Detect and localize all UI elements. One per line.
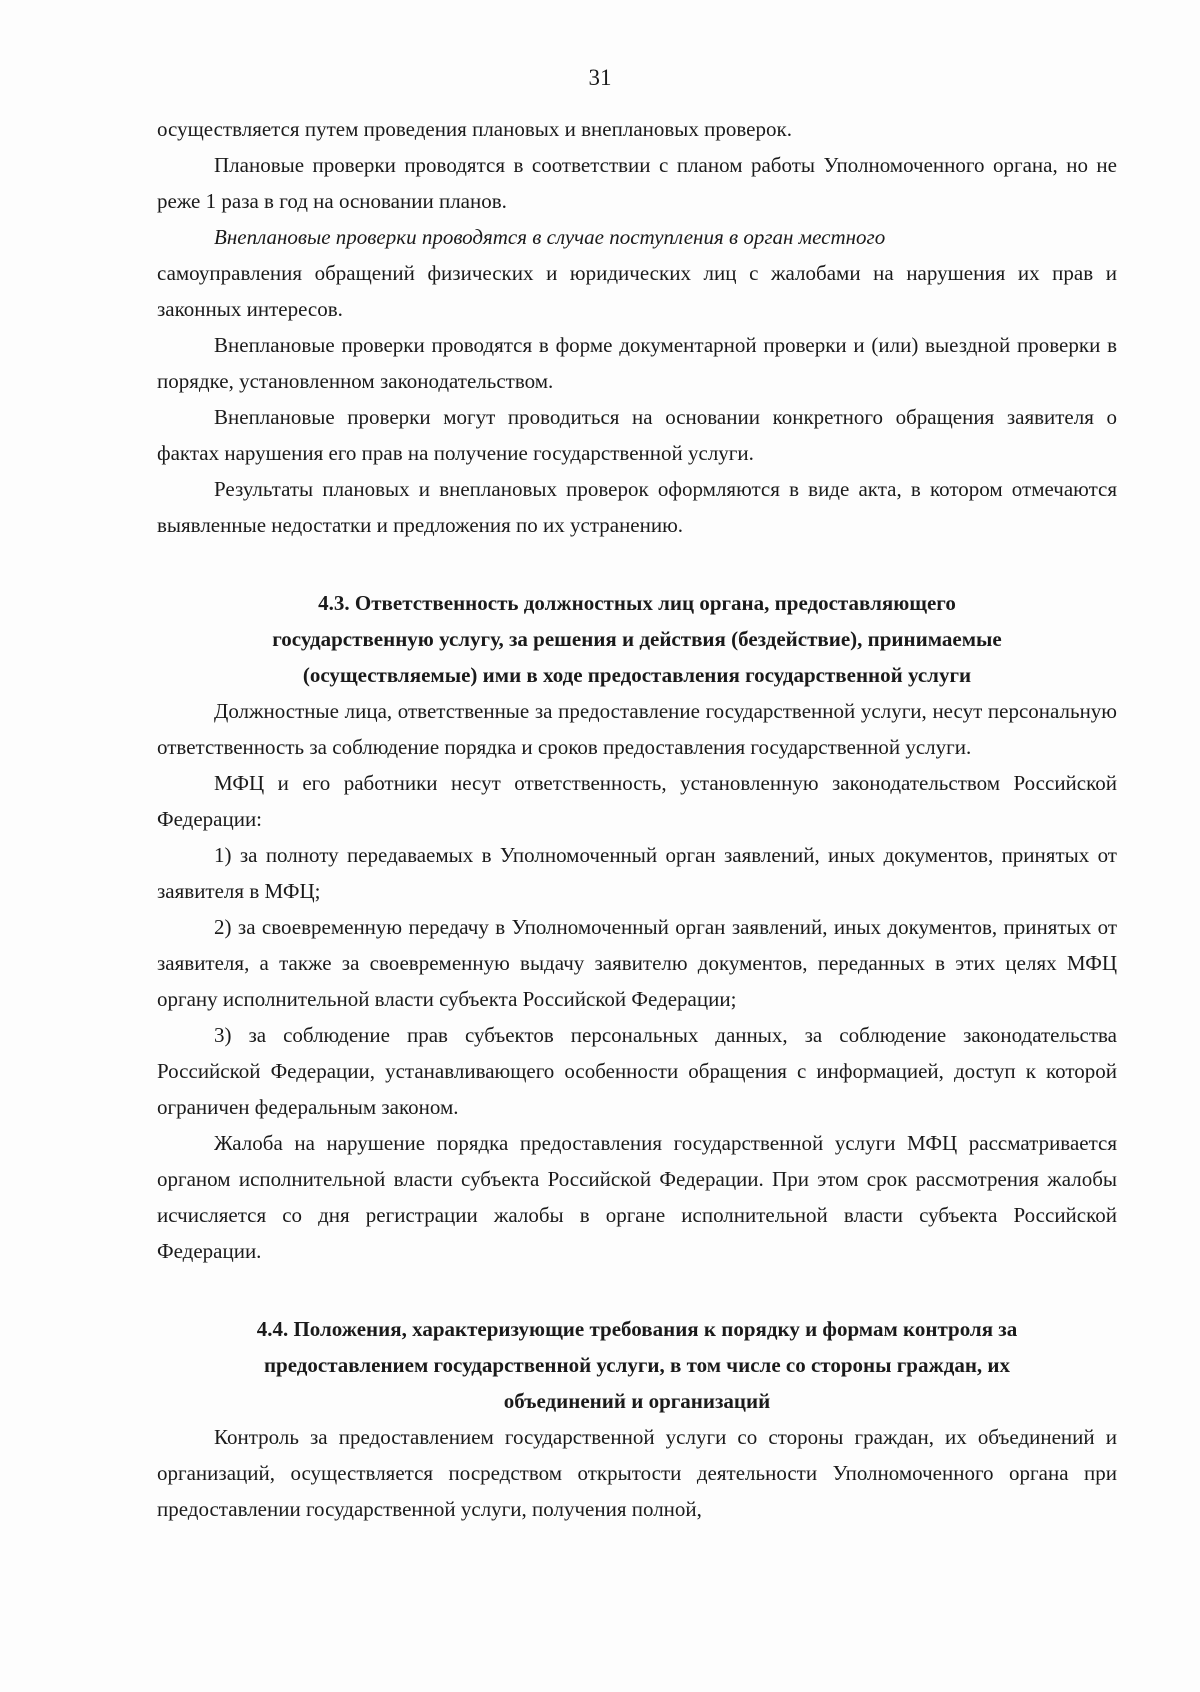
paragraph: Плановые проверки проводятся в соответствии с планом работы Уполномоченного органа, но не реже 1 раза в год на основании планов.: [157, 153, 1117, 213]
section-heading-4-4: [157, 1311, 1117, 1419]
paragraph: осуществляется путем проведения плановых и внеплановых проверок.: [157, 117, 792, 141]
paragraph: МФЦ и его работники несут ответственность, установленную законодательством Российской Федерации:: [157, 771, 1117, 831]
paragraph: Внеплановые проверки проводятся в случае поступления в орган местного: [214, 225, 886, 249]
paragraph: самоуправления обращений физических и юридических лиц с жалобами на нарушения их прав и законных интересов.: [157, 261, 1117, 321]
list-item: 1) за полноту передаваемых в Уполномоченный орган заявлений, иных документов, принятых от заявителя в МФЦ;: [157, 843, 1117, 903]
paragraph: Должностные лица, ответственные за предоставление государственной услуги, несут персональную ответственность за соблюдение порядка и сроков предоставления государственной услуги.: [157, 699, 1117, 759]
heading-line: (осуществляемые) ими в ходе предоставления государственной услуги: [302, 663, 972, 687]
heading-line: объединений и организаций: [503, 1389, 771, 1413]
heading-line: 4.4. Положения, характеризующие требования к порядку и формам контроля за: [256, 1317, 1018, 1341]
paragraph: Внеплановые проверки проводятся в форме документарной проверки и (или) выездной проверки в порядке, установленном законодательством.: [157, 333, 1117, 393]
paragraph: Контроль за предоставлением государственной услуги со стороны граждан, их объединений и организаций, осуществляется посредством открытости деятельности Уполномоченного органа при предоставлении государственной услуги, получения полной,: [157, 1425, 1117, 1521]
heading-line: предоставлением государственной услуги, в том числе со стороны граждан, их: [263, 1353, 1011, 1377]
page-content: [157, 111, 1117, 1527]
list-item: 3) за соблюдение прав субъектов персональных данных, за соблюдение законодательства Российской Федерации, устанавливающего особенности обращения с информацией, доступ к которой ограничен федеральным законом.: [157, 1023, 1117, 1119]
paragraph: Жалоба на нарушение порядка предоставления государственной услуги МФЦ рассматривается органом исполнительной власти субъекта Российской Федерации. При этом срок рассмотрения жалобы исчисляется со дня регистрации жалобы в органе исполнительной власти субъекта Российской Федерации.: [157, 1131, 1117, 1263]
heading-line: государственную услугу, за решения и действия (бездействие), принимаемые: [272, 627, 1002, 651]
section-heading-4-3: [157, 585, 1117, 693]
heading-line: 4.3. Ответственность должностных лиц органа, предоставляющего: [318, 591, 956, 615]
paragraph: Результаты плановых и внеплановых проверок оформляются в виде акта, в котором отмечаются выявленные недостатки и предложения по их устранению.: [157, 477, 1117, 537]
paragraph: Внеплановые проверки могут проводиться на основании конкретного обращения заявителя о фактах нарушения его прав на получение государственной услуги.: [157, 405, 1117, 465]
list-item: 2) за своевременную передачу в Уполномоченный орган заявлений, иных документов, принятых от заявителя, а также за своевременную выдачу заявителю документов, переданных в этих целях МФЦ органу исполнительной власти субъекта Российской Федерации;: [157, 915, 1117, 1011]
page-number: 31: [588, 65, 612, 90]
